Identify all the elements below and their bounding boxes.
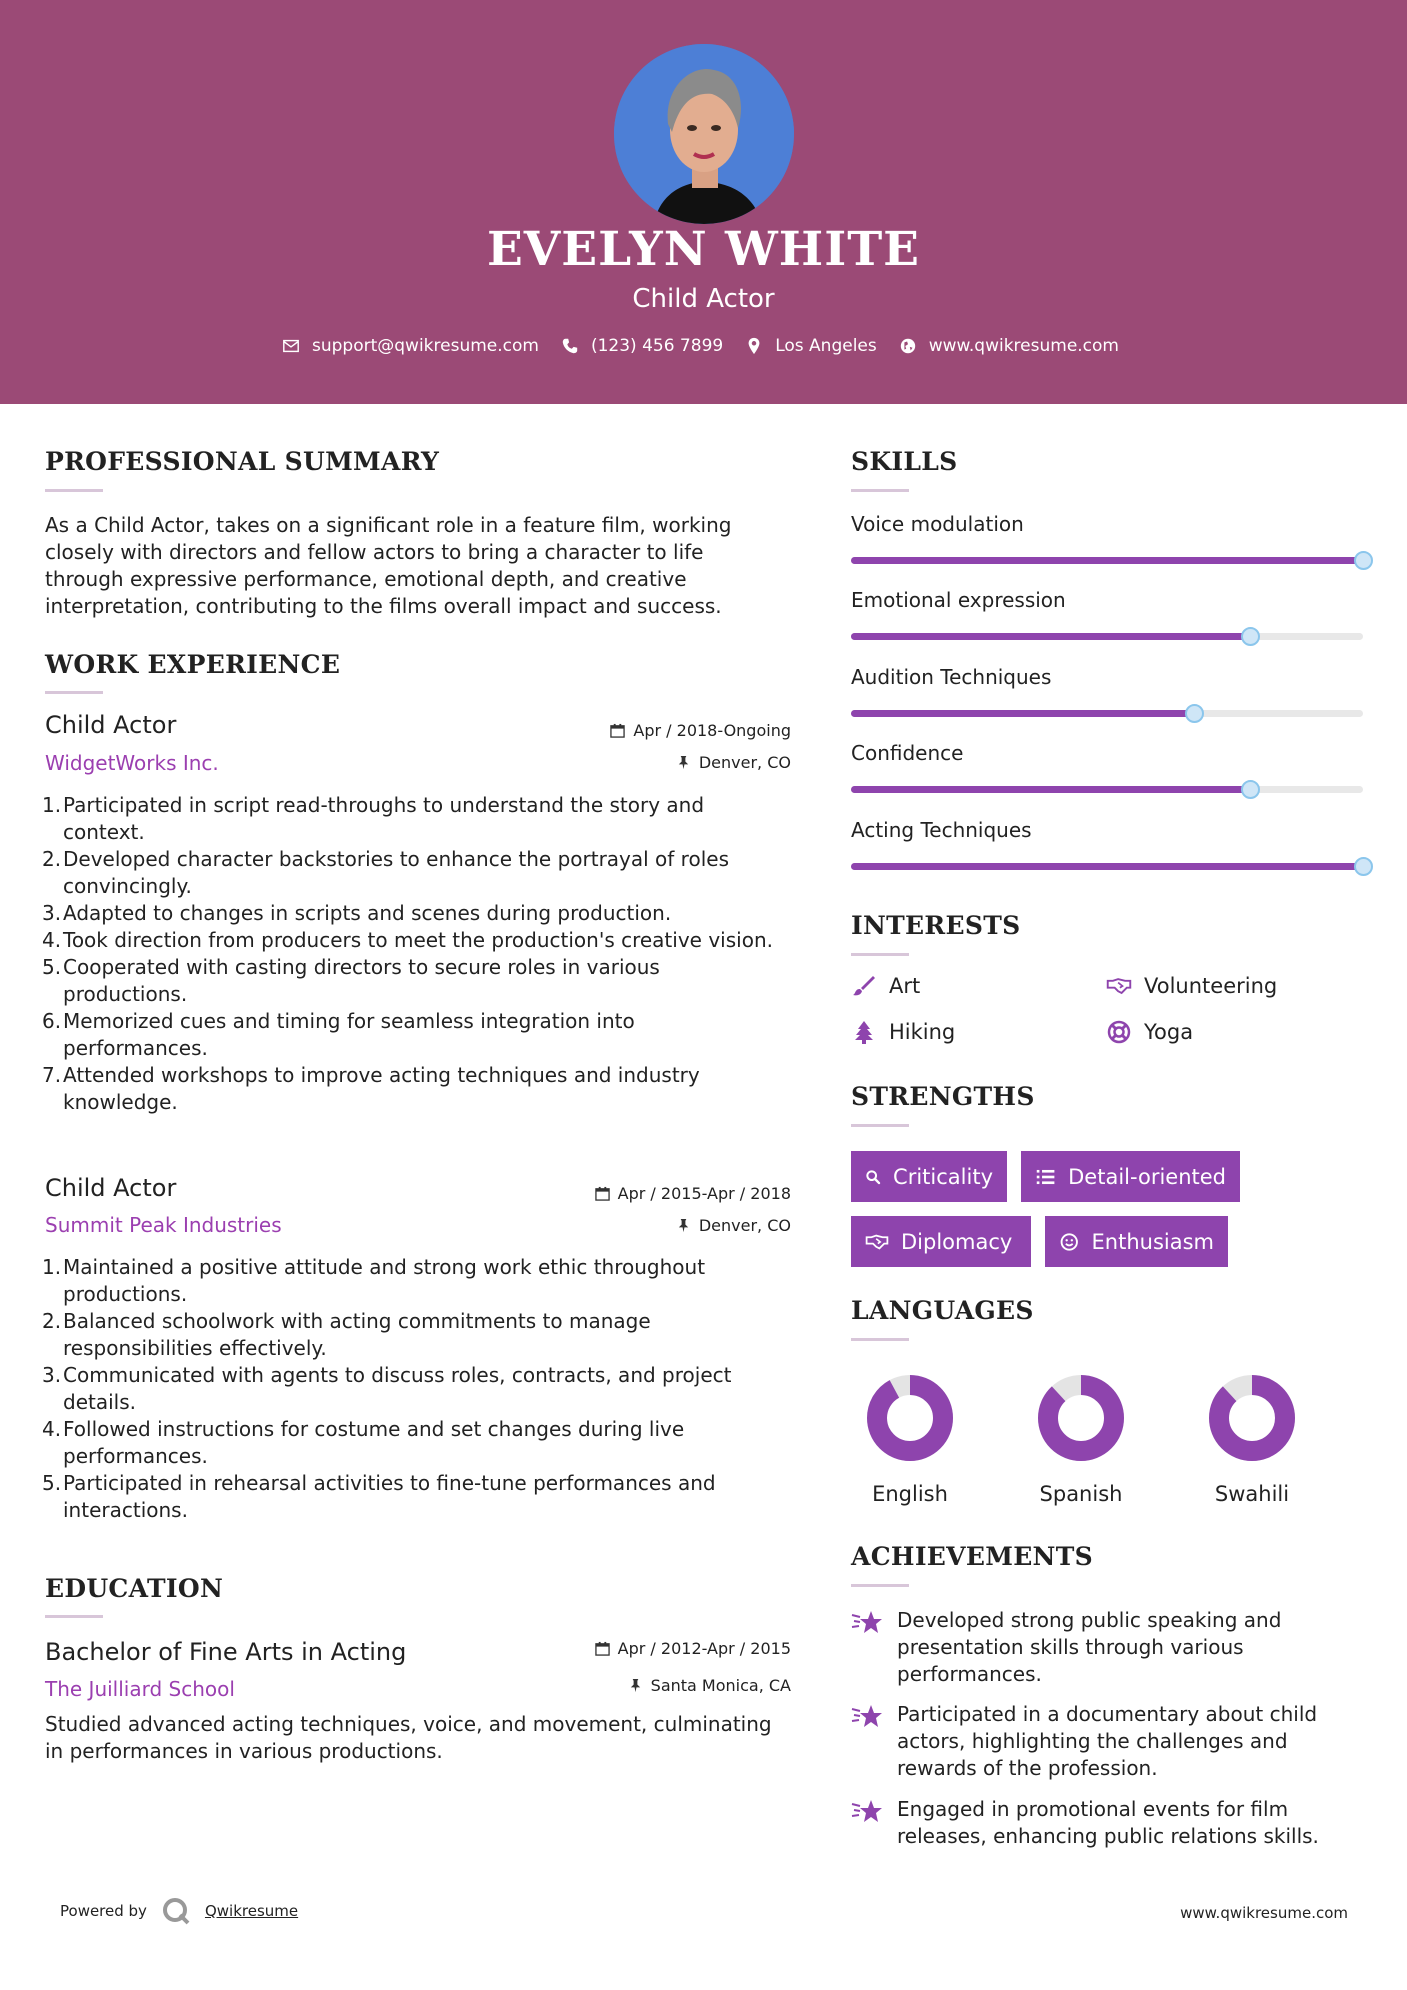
map-marker-icon — [745, 337, 763, 355]
calendar-icon — [595, 1641, 610, 1656]
list-item: 3. Adapted to changes in scripts and scenes during production. — [42, 901, 672, 925]
degree-title: Bachelor of Fine Arts in Acting — [45, 1638, 407, 1666]
strength-chip-detail-oriented: Detail-oriented — [1021, 1151, 1240, 1202]
skill-bar-fill — [851, 633, 1250, 640]
list-item: 7. Attended workshops to improve acting techniques and industry knowledge. — [42, 1063, 700, 1114]
envelope-icon — [282, 337, 300, 355]
skill-bar-fill — [851, 786, 1250, 793]
contact-phone[interactable] — [561, 336, 723, 356]
education-dates: Apr / 2012-Apr / 2015 — [595, 1639, 791, 1658]
section-divider — [851, 489, 909, 492]
section-divider — [851, 1124, 909, 1127]
handshake-icon — [865, 1230, 889, 1254]
achievements-heading: ACHIEVEMENTS — [851, 1542, 1093, 1571]
interests-heading: INTERESTS — [851, 911, 1021, 940]
contact-location — [745, 336, 877, 356]
footer-website[interactable]: www.qwikresume.com — [1180, 1904, 1348, 1922]
smile-icon — [1059, 1230, 1080, 1254]
location-text: Los Angeles — [775, 336, 877, 356]
list-icon — [1035, 1165, 1056, 1189]
pushpin-icon — [628, 1678, 643, 1693]
language-swahili: Swahili — [1202, 1374, 1302, 1506]
job-1-bullets — [42, 792, 785, 1116]
skill-bar-knob — [1241, 627, 1260, 646]
section-divider — [45, 1615, 103, 1618]
education-location: Santa Monica, CA — [628, 1676, 791, 1695]
job-2-company: Summit Peak Industries — [45, 1213, 282, 1237]
email-text: support@qwikresume.com — [312, 336, 539, 356]
section-divider — [851, 1338, 909, 1341]
calendar-icon — [610, 723, 625, 738]
search-icon — [865, 1165, 881, 1189]
strength-chip-enthusiasm: Enthusiasm — [1045, 1216, 1228, 1267]
skills-heading: SKILLS — [851, 447, 958, 476]
job-title: Child Actor — [632, 284, 775, 314]
lifering-icon — [1106, 1020, 1132, 1044]
qwikresume-logo-icon — [161, 1896, 191, 1926]
language-donut-fill — [1048, 1385, 1114, 1451]
education-description: Studied advanced acting techniques, voice, and movement, culminating in performances in various productions. — [45, 1712, 772, 1763]
language-donut-fill — [1219, 1385, 1285, 1451]
education-heading: EDUCATION — [45, 1574, 224, 1603]
resume-header — [0, 0, 1407, 404]
skill-bar — [851, 710, 1363, 717]
pushpin-icon — [676, 755, 691, 770]
interest-volunteering: Volunteering — [1106, 974, 1277, 998]
list-item: 4. Followed instructions for costume and set changes during live performances. — [42, 1417, 685, 1468]
skill-label: Emotional expression — [851, 588, 1066, 612]
skill-label: Voice modulation — [851, 512, 1024, 536]
skill-bar-knob — [1185, 704, 1204, 723]
skill-bar-fill — [851, 710, 1194, 717]
achievement-item: Engaged in promotional events for film releases, enhancing public relations skills. — [851, 1796, 1351, 1850]
language-donut — [866, 1374, 954, 1462]
shooting-star-icon — [851, 1609, 883, 1637]
shooting-star-icon — [851, 1703, 883, 1731]
handshake-icon — [1106, 974, 1132, 998]
qwikresume-link[interactable]: Qwikresume — [204, 1902, 299, 1920]
interest-hiking: Hiking — [851, 1020, 955, 1044]
experience-heading: WORK EXPERIENCE — [45, 650, 341, 679]
contact-bar — [0, 336, 1407, 356]
school-name: The Juilliard School — [45, 1677, 235, 1701]
job-1-title: Child Actor — [45, 711, 177, 739]
tree-icon — [851, 1020, 877, 1044]
skill-bar — [851, 786, 1363, 793]
language-donut-fill — [877, 1385, 943, 1451]
contact-website[interactable] — [899, 336, 1119, 356]
skill-bar-knob — [1354, 551, 1373, 570]
strength-chip-criticality: Criticality — [851, 1151, 1007, 1202]
skill-label: Acting Techniques — [851, 818, 1032, 842]
shooting-star-icon — [851, 1798, 883, 1826]
summary-text: As a Child Actor, takes on a significant role in a feature film, working closely with directors and fellow actors to bring a character to life through expressive performance, emotional depth, and creative interpretation, contributing to the films overall impact and success. — [45, 513, 732, 618]
achievement-item: Participated in a documentary about child actors, highlighting the challenges and rewards of the profession. — [851, 1701, 1351, 1782]
list-item: 3. Communicated with agents to discuss roles, contracts, and project details. — [42, 1363, 732, 1414]
language-donut — [1208, 1374, 1296, 1462]
section-divider — [45, 489, 103, 492]
interest-art: Art — [851, 974, 920, 998]
job-2-location: Denver, CO — [676, 1216, 791, 1235]
list-item: 1. Participated in script read-throughs to understand the story and context. — [42, 793, 705, 844]
paintbrush-icon — [851, 974, 877, 998]
job-1-dates: Apr / 2018-Ongoing — [610, 721, 791, 740]
phone-text: (123) 456 7899 — [590, 336, 724, 356]
footer-powered-by: Powered by Qwikresume — [60, 1896, 298, 1926]
achievement-item: Developed strong public speaking and presentation skills through various performances. — [851, 1607, 1351, 1688]
portrait-image — [614, 44, 794, 224]
website-text: www.qwikresume.com — [928, 336, 1119, 356]
language-donut — [1037, 1374, 1125, 1462]
pushpin-icon — [676, 1218, 691, 1233]
language-spanish: Spanish — [1031, 1374, 1131, 1506]
skill-bar — [851, 863, 1363, 870]
list-item: 5. Cooperated with casting directors to secure roles in various productions. — [42, 955, 660, 1006]
strength-chip-diplomacy: Diplomacy — [851, 1216, 1031, 1267]
list-item: 1. Maintained a positive attitude and strong work ethic throughout productions. — [42, 1255, 706, 1306]
summary-heading: PROFESSIONAL SUMMARY — [45, 447, 440, 476]
phone-icon — [561, 337, 579, 355]
job-2-title: Child Actor — [45, 1174, 177, 1202]
contact-email[interactable] — [282, 336, 539, 356]
skill-bar-knob — [1241, 780, 1260, 799]
skill-bar — [851, 633, 1363, 640]
job-2-bullets — [42, 1254, 785, 1524]
job-1-company: WidgetWorks Inc. — [45, 751, 219, 775]
skill-bar-fill — [851, 863, 1363, 870]
job-2-dates: Apr / 2015-Apr / 2018 — [595, 1184, 791, 1203]
languages-heading: LANGUAGES — [851, 1296, 1034, 1325]
calendar-icon — [595, 1186, 610, 1201]
strengths-heading: STRENGTHS — [851, 1082, 1035, 1111]
job-1-location: Denver, CO — [676, 753, 791, 772]
list-item: 5. Participated in rehearsal activities to fine-tune performances and interactions. — [42, 1471, 716, 1522]
language-english: English — [860, 1374, 960, 1506]
globe-icon — [899, 337, 917, 355]
skill-bar-knob — [1354, 857, 1373, 876]
section-divider — [45, 691, 103, 694]
list-item: 2. Balanced schoolwork with acting commitments to manage responsibilities effectively. — [42, 1309, 651, 1360]
section-divider — [851, 1584, 909, 1587]
list-item: 6. Memorized cues and timing for seamless integration into performances. — [42, 1009, 635, 1060]
skill-label: Confidence — [851, 741, 964, 765]
skill-label: Audition Techniques — [851, 665, 1052, 689]
skill-bar — [851, 557, 1363, 564]
candidate-name: EVELYN WHITE — [486, 222, 920, 277]
profile-photo — [614, 44, 794, 224]
list-item: 4. Took direction from producers to meet the production's creative vision. — [42, 928, 773, 952]
interest-yoga: Yoga — [1106, 1020, 1193, 1044]
section-divider — [851, 953, 909, 956]
skill-bar-fill — [851, 557, 1363, 564]
list-item: 2. Developed character backstories to enhance the portrayal of roles convincingly. — [42, 847, 729, 898]
